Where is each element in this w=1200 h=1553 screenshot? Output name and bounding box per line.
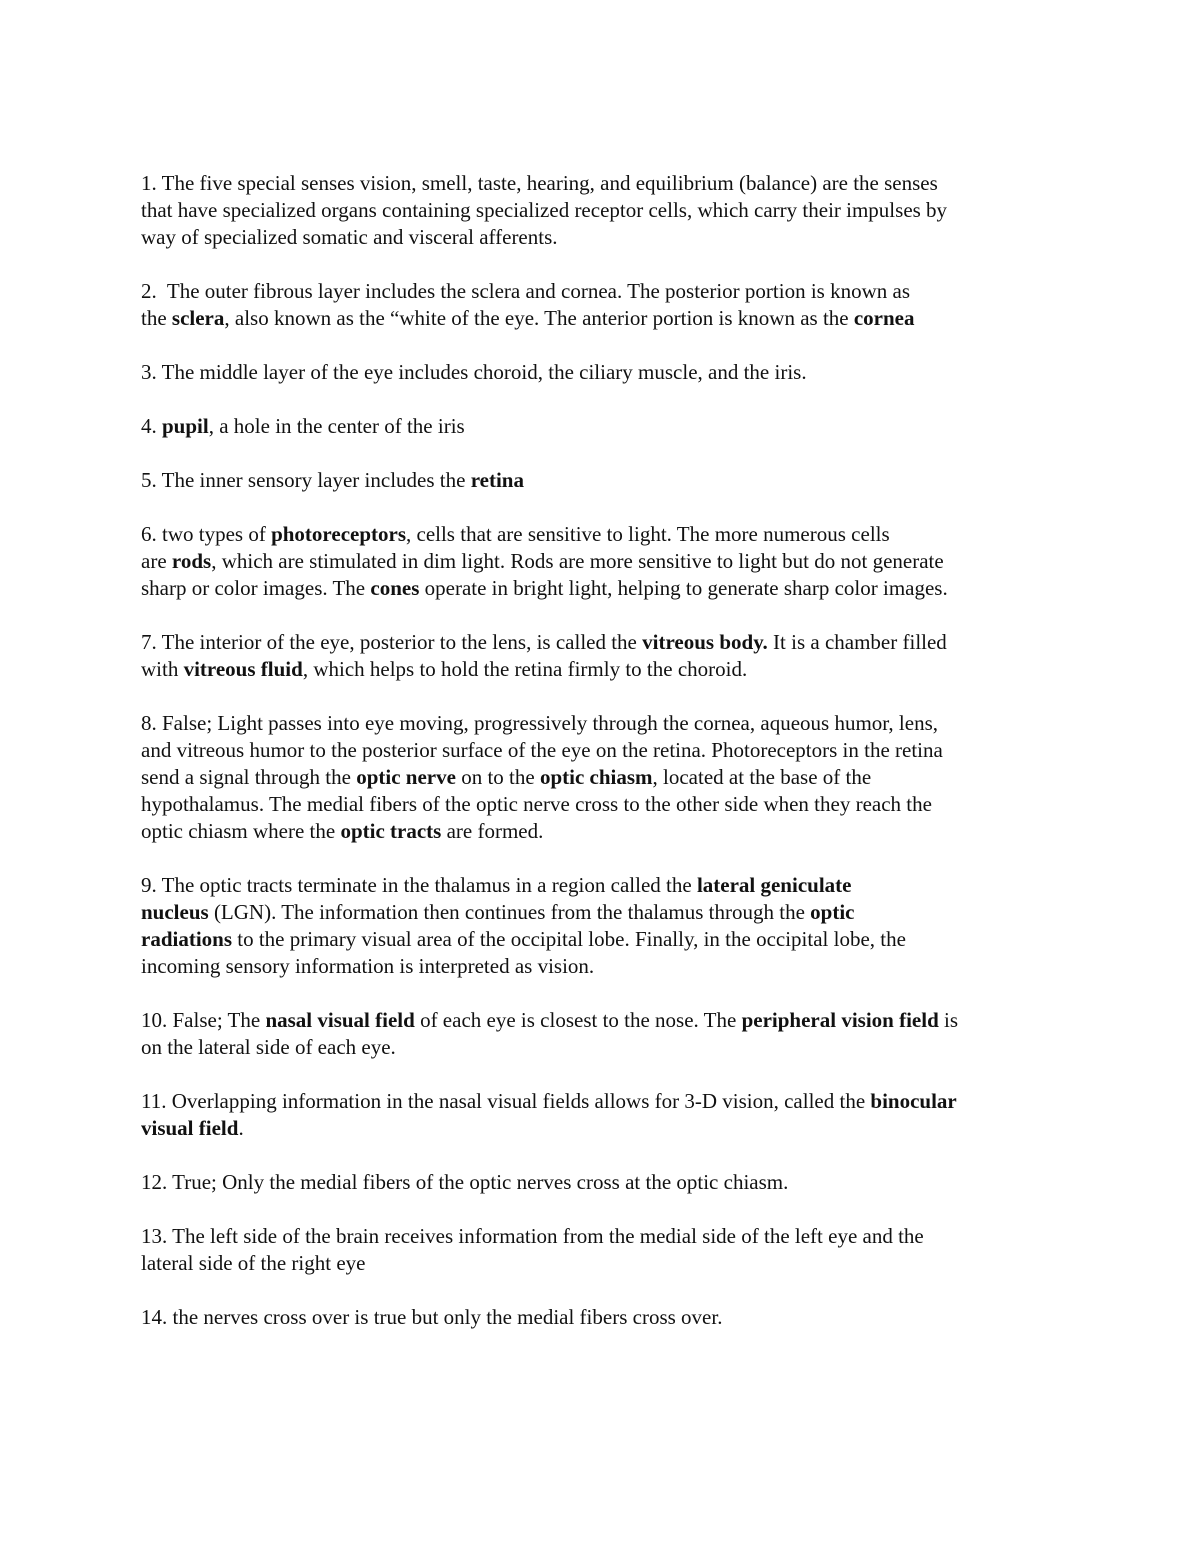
text-run: 9. The optic tracts terminate in the thalamus in a region called the: [141, 873, 697, 897]
bold-term: nucleus: [141, 900, 209, 924]
text-run: incoming sensory information is interpreted as vision.: [141, 954, 595, 978]
paragraph-3: [141, 359, 1071, 386]
text-run: hypothalamus. The medial fibers of the optic nerve cross to the other side when they reach the: [141, 792, 932, 816]
bold-term: binocular: [870, 1089, 957, 1113]
text-line: [141, 305, 1071, 332]
paragraph-12: [141, 1169, 1071, 1196]
text-run: operate in bright light, helping to generate sharp color images.: [419, 576, 948, 600]
bold-term: optic chiasm: [539, 765, 653, 789]
text-run: 10. False; The: [141, 1008, 266, 1032]
bold-term: peripheral vision field: [741, 1008, 939, 1032]
paragraph-11: [141, 1088, 1071, 1142]
bold-term: visual field: [141, 1116, 239, 1140]
text-line: [141, 467, 1071, 494]
text-line: [141, 899, 1071, 926]
text-line: [141, 359, 1071, 386]
bold-term: cones: [370, 576, 420, 600]
text-line: [141, 737, 1071, 764]
text-run: (LGN). The information then continues from the thalamus through the: [208, 900, 811, 924]
text-line: [141, 197, 1071, 224]
text-run: are formed.: [441, 819, 544, 843]
bold-term: nasal visual field: [265, 1008, 415, 1032]
text-run: 2. The outer fibrous layer includes the sclera and cornea. The posterior portion is known as: [141, 279, 911, 303]
text-run: .: [238, 1116, 244, 1140]
text-run: lateral side of the right eye: [141, 1251, 366, 1275]
text-line: [141, 1115, 1071, 1142]
text-line: [141, 170, 1071, 197]
bold-term: lateral geniculate: [696, 873, 852, 897]
bold-term: rods: [171, 549, 212, 573]
text-run: , also known as the “white of the eye. The anterior portion is known as the: [224, 306, 854, 330]
text-run: sharp or color images. The: [141, 576, 371, 600]
text-line: [141, 575, 1071, 602]
paragraph-13: [141, 1223, 1071, 1277]
text-run: , a hole in the center of the iris: [208, 414, 465, 438]
paragraph-10: [141, 1007, 1071, 1061]
text-line: [141, 1007, 1071, 1034]
text-run: , located at the base of the: [652, 765, 872, 789]
paragraph-8: [141, 710, 1071, 845]
paragraph-9: [141, 872, 1071, 980]
bold-term: optic: [810, 900, 855, 924]
paragraph-14: [141, 1304, 1071, 1331]
paragraph-2: [141, 278, 1071, 332]
text-run: 12. True; Only the medial fibers of the optic nerves cross at the optic chiasm.: [141, 1170, 789, 1194]
text-run: with: [141, 657, 184, 681]
bold-term: photoreceptors: [271, 522, 406, 546]
bold-term: radiations: [141, 927, 233, 951]
text-run: 14. the nerves cross over is true but only the medial fibers cross over.: [141, 1305, 723, 1329]
text-line: [141, 764, 1071, 791]
text-run: , cells that are sensitive to light. The more numerous cells: [406, 522, 890, 546]
paragraph-4: [141, 413, 1071, 440]
text-line: [141, 629, 1071, 656]
text-line: [141, 224, 1071, 251]
text-line: [141, 926, 1071, 953]
text-line: [141, 1034, 1071, 1061]
text-line: [141, 521, 1071, 548]
text-line: [141, 1250, 1071, 1277]
text-line: [141, 818, 1071, 845]
text-run: 6. two types of: [141, 522, 272, 546]
text-run: 13. The left side of the brain receives information from the medial side of the left eye and the: [141, 1224, 924, 1248]
paragraph-6: [141, 521, 1071, 602]
text-run: the: [141, 306, 172, 330]
text-run: 5. The inner sensory layer includes the: [141, 468, 471, 492]
text-line: [141, 953, 1071, 980]
text-run: that have specialized organs containing specialized receptor cells, which carry their impulses by: [141, 198, 948, 222]
text-run: 3. The middle layer of the eye includes choroid, the ciliary muscle, and the iris.: [141, 360, 807, 384]
text-run: and vitreous humor to the posterior surface of the eye on the retina. Photoreceptors in the retina: [141, 738, 943, 762]
text-run: way of specialized somatic and visceral afferents.: [141, 225, 558, 249]
text-line: [141, 278, 1071, 305]
text-run: , which helps to hold the retina firmly to the choroid.: [302, 657, 748, 681]
bold-term: vitreous fluid: [183, 657, 303, 681]
text-run: on the lateral side of each eye.: [141, 1035, 396, 1059]
text-line: [141, 413, 1071, 440]
paragraph-5: [141, 467, 1071, 494]
bold-term: optic nerve: [356, 765, 456, 789]
text-line: [141, 872, 1071, 899]
text-line: [141, 656, 1071, 683]
text-line: [141, 791, 1071, 818]
bold-term: cornea: [853, 306, 915, 330]
text-line: [141, 710, 1071, 737]
bold-term: retina: [470, 468, 524, 492]
text-run: of each eye is closest to the nose. The: [414, 1008, 742, 1032]
bold-term: vitreous body.: [642, 630, 768, 654]
text-run: , which are stimulated in dim light. Rods are more sensitive to light but do not generate: [211, 549, 944, 573]
bold-term: pupil: [162, 414, 209, 438]
document-body: [141, 170, 1071, 1358]
text-run: on to the: [455, 765, 540, 789]
text-run: are: [141, 549, 172, 573]
text-line: [141, 1304, 1071, 1331]
text-line: [141, 1169, 1071, 1196]
text-run: send a signal through the: [141, 765, 357, 789]
text-line: [141, 1088, 1071, 1115]
text-run: 4.: [141, 414, 162, 438]
text-run: is: [938, 1008, 959, 1032]
text-run: 8. False; Light passes into eye moving, progressively through the cornea, aqueous humor, lens,: [141, 711, 939, 735]
paragraph-1: [141, 170, 1071, 251]
text-run: It is a chamber filled: [767, 630, 947, 654]
paragraph-7: [141, 629, 1071, 683]
text-line: [141, 1223, 1071, 1250]
text-line: [141, 548, 1071, 575]
text-run: 1. The five special senses vision, smell, taste, hearing, and equilibrium (balance) are the senses: [141, 171, 938, 195]
text-run: 11. Overlapping information in the nasal visual fields allows for 3-D vision, called the: [141, 1089, 871, 1113]
text-run: 7. The interior of the eye, posterior to the lens, is called the: [141, 630, 643, 654]
text-run: to the primary visual area of the occipital lobe. Finally, in the occipital lobe, the: [232, 927, 906, 951]
bold-term: sclera: [171, 306, 225, 330]
bold-term: optic tracts: [340, 819, 442, 843]
text-run: optic chiasm where the: [141, 819, 341, 843]
